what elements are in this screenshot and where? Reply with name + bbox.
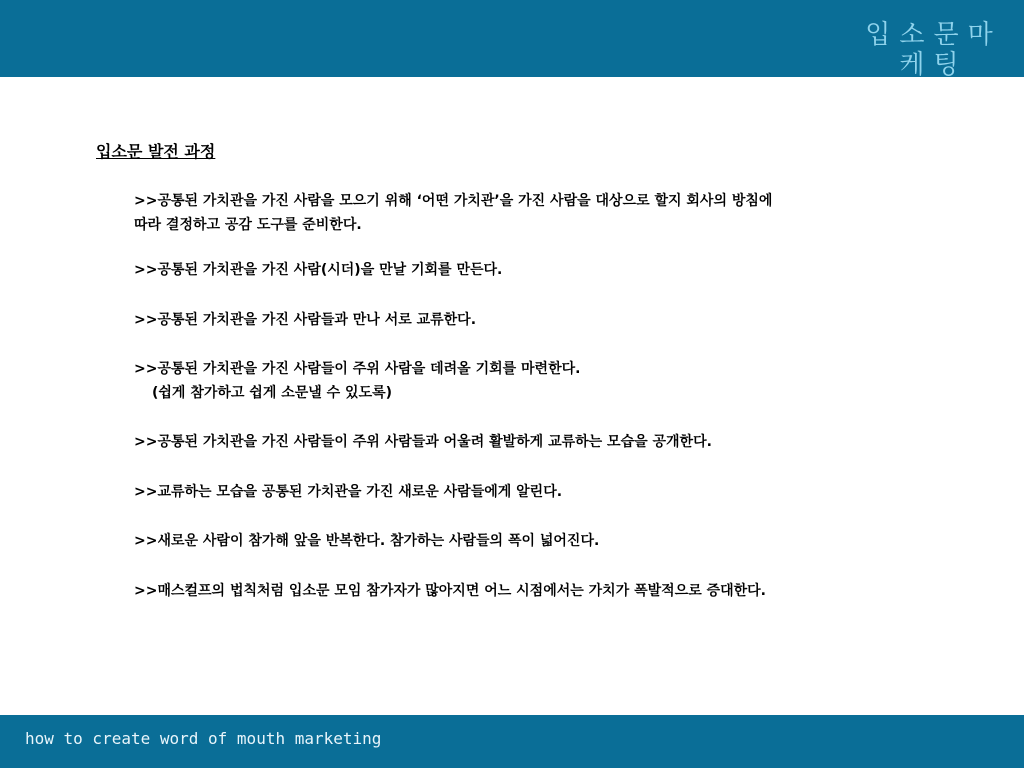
bullet-item-8	[134, 579, 924, 603]
bullet-text-continued: 따라 결정하고 공감 도구를 준비한다.	[134, 217, 362, 233]
section-heading: 입소문 발전 과정	[96, 142, 216, 161]
bullet-item-2	[134, 258, 924, 282]
top-banner	[0, 0, 1024, 80]
bullet-item-1	[134, 189, 924, 237]
bullet-text: >>공통된 가치관을 가진 사람들과 만나 서로 교류한다.	[134, 312, 477, 328]
banner-title: 입소문마케팅	[865, 20, 1002, 80]
bullet-text: >>공통된 가치관을 가진 사람들이 주위 사람을 데려올 기회를 마련한다.	[134, 361, 581, 377]
bullet-text: >>매스컬프의 법칙처럼 입소문 모임 참가자가 많아지면 어느 시점에서는 가치가 폭발적으로 증대한다.	[134, 583, 767, 599]
bullet-text: >>공통된 가치관을 가진 사람(시더)을 만날 기회를 만든다.	[134, 262, 503, 278]
bullet-text: >>공통된 가치관을 가진 사람을 모으기 위해 ‘어떤 가치관’을 가진 사람을 대상으로 할지 회사의 방침에	[134, 193, 773, 209]
bullet-item-6	[134, 480, 924, 504]
bullet-item-4	[134, 357, 924, 405]
bullet-text: >>공통된 가치관을 가진 사람들이 주위 사람들과 어울려 활발하게 교류하는 모습을 공개한다.	[134, 434, 712, 450]
bullet-text-continued: (쉽게 참가하고 쉽게 소문낼 수 있도록)	[152, 385, 393, 401]
bullet-text: >>새로운 사람이 참가해 앞을 반복한다. 참가하는 사람들의 폭이 넓어진다.	[134, 533, 600, 549]
bottom-banner	[0, 715, 1024, 768]
bullet-item-3	[134, 308, 924, 332]
footer-text: how to create word of mouth marketing	[25, 729, 382, 748]
bullet-item-7	[134, 529, 924, 553]
bullet-text: >>교류하는 모습을 공통된 가치관을 가진 새로운 사람들에게 알린다.	[134, 484, 563, 500]
bullet-item-5	[134, 430, 924, 454]
